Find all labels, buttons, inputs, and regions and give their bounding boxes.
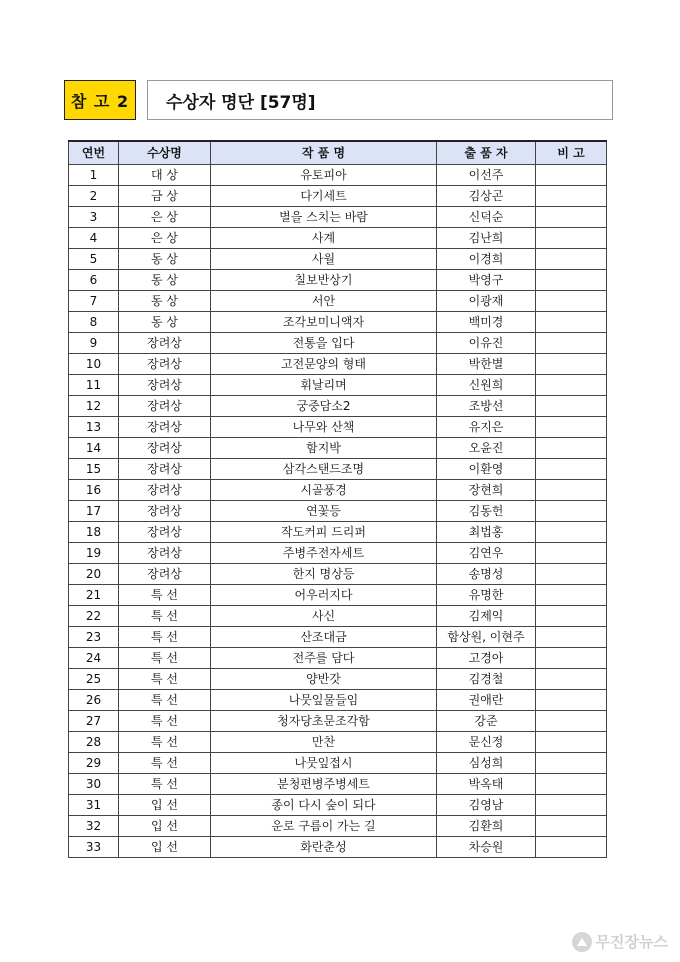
cell-note [536,228,607,249]
cell-work: 함지박 [211,438,437,459]
cell-award: 대 상 [119,165,211,186]
cell-artist: 김난희 [437,228,536,249]
table-row [69,837,607,858]
cell-note [536,837,607,858]
cell-note [536,207,607,228]
cell-artist: 박옥태 [437,774,536,795]
table-row [69,396,607,417]
cell-artist: 차승원 [437,837,536,858]
cell-work: 작도커피 드리퍼 [211,522,437,543]
award-winners-table [68,140,607,858]
reference-tag: 참 고 2 [64,80,136,120]
cell-number: 1 [69,165,119,186]
cell-award: 장려상 [119,354,211,375]
watermark-logo-icon [572,932,592,952]
cell-number: 32 [69,816,119,837]
column-header-note: 비 고 [536,141,607,165]
cell-note [536,606,607,627]
cell-award: 동 상 [119,270,211,291]
table-row [69,627,607,648]
cell-number: 31 [69,795,119,816]
cell-work: 나무와 산책 [211,417,437,438]
cell-work: 휘날리며 [211,375,437,396]
table-row [69,543,607,564]
cell-artist: 김연우 [437,543,536,564]
cell-award: 동 상 [119,291,211,312]
cell-work: 유토피아 [211,165,437,186]
cell-award: 금 상 [119,186,211,207]
cell-note [536,816,607,837]
cell-work: 운로 구름이 가는 길 [211,816,437,837]
cell-award: 특 선 [119,627,211,648]
cell-note [536,627,607,648]
cell-note [536,522,607,543]
cell-artist: 송명성 [437,564,536,585]
cell-note [536,690,607,711]
cell-award: 장려상 [119,333,211,354]
cell-number: 33 [69,837,119,858]
cell-artist: 유명한 [437,585,536,606]
cell-note [536,396,607,417]
column-header-work: 작 품 명 [211,141,437,165]
table-body [69,165,607,858]
table-header-row [69,141,607,165]
cell-artist: 함상원, 이현주 [437,627,536,648]
cell-artist: 문신정 [437,732,536,753]
table-row [69,774,607,795]
cell-number: 20 [69,564,119,585]
cell-work: 나뭇잎물들임 [211,690,437,711]
cell-number: 15 [69,459,119,480]
cell-artist: 백미경 [437,312,536,333]
cell-note [536,312,607,333]
cell-award: 특 선 [119,690,211,711]
cell-number: 24 [69,648,119,669]
cell-work: 전주를 담다 [211,648,437,669]
cell-work: 삼각스탠드조명 [211,459,437,480]
cell-number: 5 [69,249,119,270]
cell-note [536,585,607,606]
cell-award: 장려상 [119,396,211,417]
cell-artist: 신덕순 [437,207,536,228]
cell-work: 사계 [211,228,437,249]
cell-number: 11 [69,375,119,396]
cell-award: 장려상 [119,417,211,438]
cell-work: 나뭇잎접시 [211,753,437,774]
table-row [69,732,607,753]
page-title: 수상자 명단 [57명] [147,80,613,120]
table-row [69,690,607,711]
table-row [69,207,607,228]
cell-award: 특 선 [119,585,211,606]
cell-award: 특 선 [119,774,211,795]
cell-number: 6 [69,270,119,291]
cell-number: 13 [69,417,119,438]
table-row [69,228,607,249]
cell-number: 30 [69,774,119,795]
cell-number: 23 [69,627,119,648]
cell-artist: 신원희 [437,375,536,396]
cell-work: 산조대금 [211,627,437,648]
cell-note [536,438,607,459]
cell-award: 특 선 [119,711,211,732]
cell-artist: 최법홍 [437,522,536,543]
cell-award: 입 선 [119,816,211,837]
cell-number: 16 [69,480,119,501]
cell-award: 입 선 [119,837,211,858]
cell-number: 14 [69,438,119,459]
cell-number: 9 [69,333,119,354]
cell-note [536,711,607,732]
cell-note [536,459,607,480]
cell-award: 장려상 [119,501,211,522]
cell-note [536,543,607,564]
cell-note [536,648,607,669]
cell-work: 만찬 [211,732,437,753]
watermark [572,931,668,952]
cell-note [536,501,607,522]
cell-note [536,480,607,501]
cell-artist: 이환영 [437,459,536,480]
cell-award: 특 선 [119,648,211,669]
table-row [69,480,607,501]
cell-note [536,333,607,354]
cell-award: 장려상 [119,438,211,459]
cell-work: 어우러지다 [211,585,437,606]
cell-artist: 이경희 [437,249,536,270]
cell-award: 특 선 [119,669,211,690]
table-row [69,165,607,186]
cell-award: 장려상 [119,543,211,564]
cell-number: 25 [69,669,119,690]
cell-note [536,669,607,690]
cell-artist: 이선주 [437,165,536,186]
cell-artist: 박영구 [437,270,536,291]
cell-number: 22 [69,606,119,627]
table-row [69,711,607,732]
cell-number: 17 [69,501,119,522]
cell-artist: 심성희 [437,753,536,774]
cell-work: 주병주전자세트 [211,543,437,564]
cell-work: 고전문양의 형태 [211,354,437,375]
cell-award: 장려상 [119,522,211,543]
cell-number: 12 [69,396,119,417]
cell-artist: 장현희 [437,480,536,501]
column-header-artist: 출 품 자 [437,141,536,165]
cell-number: 4 [69,228,119,249]
column-header-award: 수상명 [119,141,211,165]
table-row [69,249,607,270]
table-row [69,354,607,375]
cell-note [536,270,607,291]
cell-artist: 김제익 [437,606,536,627]
cell-number: 28 [69,732,119,753]
table-row [69,459,607,480]
cell-award: 입 선 [119,795,211,816]
cell-award: 장려상 [119,480,211,501]
cell-number: 18 [69,522,119,543]
cell-work: 별을 스치는 바람 [211,207,437,228]
cell-note [536,375,607,396]
cell-artist: 이광재 [437,291,536,312]
cell-work: 종이 다시 숲이 되다 [211,795,437,816]
cell-award: 특 선 [119,606,211,627]
table-row [69,501,607,522]
cell-number: 10 [69,354,119,375]
table-row [69,585,607,606]
cell-note [536,249,607,270]
cell-number: 3 [69,207,119,228]
cell-artist: 권애란 [437,690,536,711]
cell-award: 장려상 [119,375,211,396]
cell-note [536,774,607,795]
cell-artist: 유지은 [437,417,536,438]
cell-work: 한지 명상등 [211,564,437,585]
cell-note [536,354,607,375]
cell-note [536,732,607,753]
cell-work: 연꽃등 [211,501,437,522]
cell-work: 분청편병주병세트 [211,774,437,795]
table-row [69,312,607,333]
cell-work: 조각보미니액자 [211,312,437,333]
cell-note [536,291,607,312]
cell-work: 사월 [211,249,437,270]
cell-award: 동 상 [119,312,211,333]
table-row [69,816,607,837]
cell-award: 은 상 [119,228,211,249]
table-row [69,375,607,396]
cell-artist: 김환희 [437,816,536,837]
cell-award: 장려상 [119,459,211,480]
cell-artist: 박한별 [437,354,536,375]
cell-artist: 김영남 [437,795,536,816]
cell-number: 2 [69,186,119,207]
table-row [69,795,607,816]
table-row [69,753,607,774]
cell-note [536,564,607,585]
cell-artist: 김동헌 [437,501,536,522]
cell-award: 장려상 [119,564,211,585]
cell-number: 29 [69,753,119,774]
cell-award: 특 선 [119,732,211,753]
cell-note [536,417,607,438]
cell-work: 궁중담소2 [211,396,437,417]
cell-artist: 고경아 [437,648,536,669]
cell-note [536,795,607,816]
table-row [69,417,607,438]
cell-work: 다기세트 [211,186,437,207]
cell-note [536,165,607,186]
table-row [69,333,607,354]
cell-artist: 강준 [437,711,536,732]
cell-award: 은 상 [119,207,211,228]
cell-artist: 이유진 [437,333,536,354]
cell-work: 서안 [211,291,437,312]
cell-work: 사신 [211,606,437,627]
table-row [69,291,607,312]
cell-number: 7 [69,291,119,312]
cell-number: 27 [69,711,119,732]
cell-artist: 오윤진 [437,438,536,459]
watermark-text: 무진장뉴스 [595,933,668,951]
cell-artist: 김상곤 [437,186,536,207]
cell-number: 21 [69,585,119,606]
cell-number: 26 [69,690,119,711]
cell-work: 전통을 입다 [211,333,437,354]
cell-work: 시골풍경 [211,480,437,501]
table-row [69,438,607,459]
cell-work: 양반갓 [211,669,437,690]
column-header-number: 연번 [69,141,119,165]
cell-artist: 조방선 [437,396,536,417]
cell-award: 동 상 [119,249,211,270]
table-row [69,669,607,690]
cell-artist: 김경철 [437,669,536,690]
table-row [69,522,607,543]
cell-award: 특 선 [119,753,211,774]
table-row [69,270,607,291]
cell-work: 칠보반상기 [211,270,437,291]
table-row [69,606,607,627]
cell-number: 8 [69,312,119,333]
cell-work: 청자당초문조각함 [211,711,437,732]
table-row [69,564,607,585]
cell-work: 화란춘성 [211,837,437,858]
cell-note [536,753,607,774]
cell-note [536,186,607,207]
table-row [69,186,607,207]
table-row [69,648,607,669]
cell-number: 19 [69,543,119,564]
